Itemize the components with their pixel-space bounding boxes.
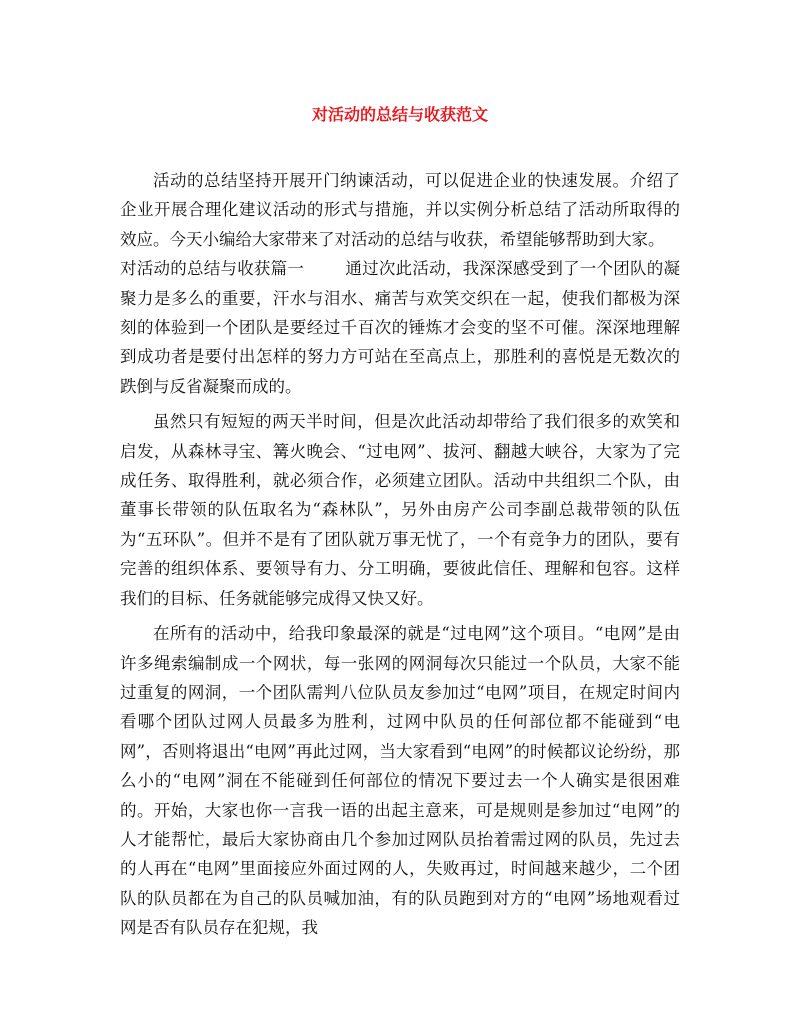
document-body xyxy=(120,166,680,943)
intro-paragraph: 活动的总结坚持开展开门纳谏活动，可以促进企业的快速发展。介绍了企业开展合理化建议活动的形式与措施，并以实例分析总结了活动所取得的效应。今天小编给大家带来了对活动的总结与收获，希望能够帮助到大家。 xyxy=(120,171,680,249)
section-one-text: 通过次此活动，我深深感受到了一个团队的凝聚力是多么的重要，汗水与泪水、痛苦与欢笑交织在一起，使我们都极为深刻的体验到一个团队是要经过千百次的锤炼才会变的坚不可催。深深地理解到成功者是要付出怎样的努力方可站在至高点上，那胜利的喜悦是无数次的跌倒与反省凝聚而成的。 xyxy=(120,259,681,396)
section-two-paragraph: 虽然只有短短的两天半时间，但是次此活动却带给了我们很多的欢笑和启发，从森林寻宝、篝火晚会、“过电网”、拔河、翻越大峡谷，大家为了完成任务、取得胜利，就必须合作，必须建立团队。活动中共组织二个队，由董事长带领的队伍取名为“森林队”，另外由房产公司李副总裁带领的队伍为“五环队”。但并不是有了团队就万事无忧了，一个有竞争力的团队，要有完善的组织体系、要领导有力、分工明确，要彼此信任、理解和包容。这样我们的目标、任务就能够完成得又快又好。 xyxy=(120,412,680,608)
section-three-paragraph: 在所有的活动中，给我印象最深的就是“过电网”这个项目。“电网”是由许多绳索编制成一个网状，每一张网的网洞每次只能过一个队员，大家不能过重复的网洞，一个团队需判八位队员友参加过“电网”项目，在规定时间内看哪个团队过网人员最多为胜利，过网中队员的任何部位都不能碰到“电网”，否则将退出“电网”再此过网，当大家看到“电网”的时候都议论纷纷，那么小的“电网”洞在不能碰到任何部位的情况下要过去一个人确实是很困难的。开始，大家也你一言我一语的出起主意来，可是规则是参加过“电网”的人才能帮忙，最后大家协商由几个参加过网队员抬着需过网的队员，先过去的人再在“电网”里面接应外面过网的人，失败再过，时间越来越少，二个团队的队员都在为自己的队员喊加油，有的队员跑到对方的“电网”场地观看过网是否有队员存在犯规，我 xyxy=(120,624,680,938)
document-title: 对活动的总结与收获范文 xyxy=(311,105,488,124)
section-heading: 对活动的总结与收获篇一 xyxy=(120,259,305,279)
section-one-paragraph xyxy=(120,254,680,401)
